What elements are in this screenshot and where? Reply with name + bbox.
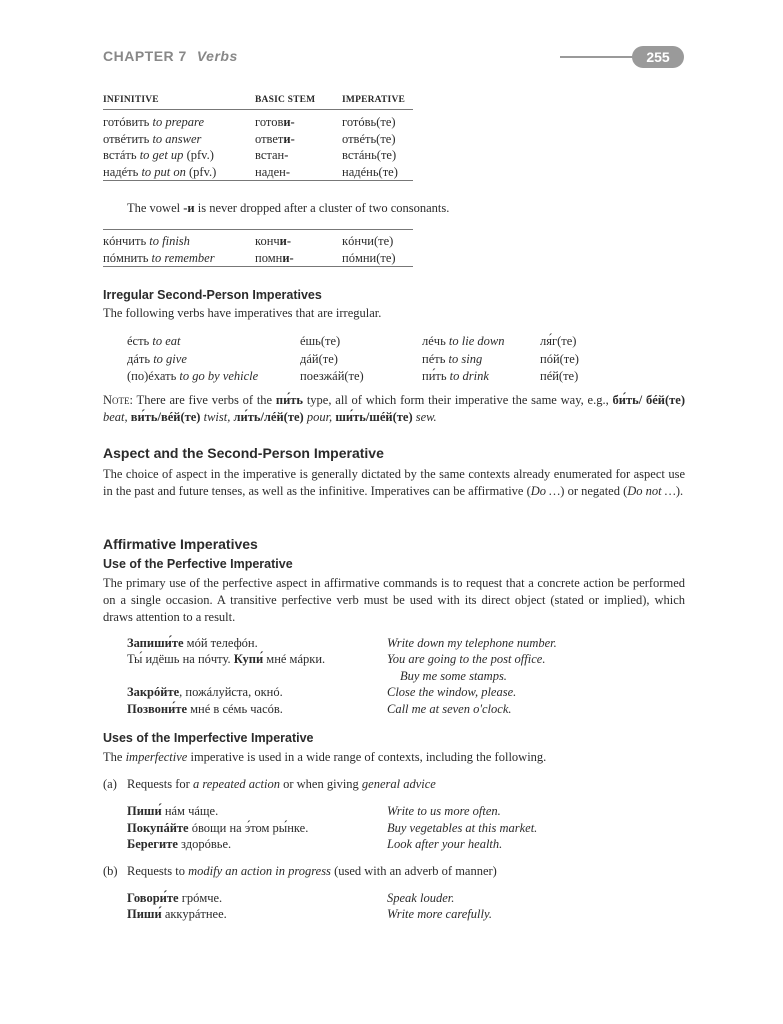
- list-item: лéчь to lie down: [422, 334, 505, 348]
- table-row: надéть to put on (pfv.) наден- надéнь(те): [103, 164, 413, 182]
- list-item: éсть to eat: [127, 334, 181, 348]
- example-ru: Ты́ идёшь на пóчту. Купи́ мнé мáрки.: [127, 652, 326, 666]
- irregular-intro: The following verbs have imperatives that are irregular.: [103, 306, 382, 320]
- table-header-row: [103, 95, 413, 110]
- irregular-heading: Irregular Second-Person Imperatives: [103, 288, 322, 302]
- irregular-imps-2: ля́г(те) пóй(те) пéй(те): [540, 334, 579, 383]
- example-en: Call me at seven o'clock.: [387, 702, 512, 716]
- col-header-stem: BASIC STEM: [255, 95, 316, 105]
- affirmative-heading: Affirmative Imperatives: [103, 536, 258, 552]
- example-en: Close the window, please.: [387, 685, 517, 699]
- table-row: отвéтить to answer ответи- отвéть(те): [103, 131, 396, 146]
- example-en: Speak louder.: [387, 891, 455, 905]
- table-row: пóмнить to remember помни- пóмни(те): [103, 250, 413, 268]
- example-ru: Говори́те грóмче.: [127, 891, 223, 905]
- example-en: Buy vegetables at this market.: [387, 821, 538, 835]
- col-header-infinitive: INFINITIVE: [103, 95, 159, 105]
- example-ru: Позвони́те мнé в сéмь часóв.: [127, 702, 283, 716]
- list-item: дáть to give: [127, 351, 187, 366]
- running-header: [103, 48, 238, 64]
- perfective-subheading: Use of the Perfective Imperative: [103, 557, 293, 571]
- aspect-heading: Aspect and the Second-Person Imperative: [103, 445, 384, 461]
- example-en: Look after your health.: [387, 837, 503, 851]
- list-item: пéть to sing: [422, 351, 483, 366]
- example-en: Write to us more often.: [387, 804, 501, 818]
- aspect-paragraph: The choice of aspect in the imperative is generally dictated by the same contexts already enumerated for aspect use in the past and future tenses, as well as the infinitive. Imperatives can be affirmative (Do …) or negated (Do not …).: [103, 467, 685, 498]
- example-en: Buy me some stamps.: [400, 669, 507, 683]
- list-label-a: (a): [103, 777, 117, 791]
- example-ru: Запиши́те мóй телефóн.: [127, 636, 258, 650]
- col-header-imperative: IMPERATIVE: [342, 95, 406, 105]
- table-row: встáть to get up (pfv.) встан- встáнь(те): [103, 148, 397, 162]
- irregular-list-1: [127, 333, 258, 386]
- page-number-badge: 255: [632, 46, 684, 68]
- example-ru: Берегите здорóвье.: [127, 837, 232, 851]
- irregular-note: Note: There are five verbs of the пи́ть type, all of which form their imperative the same way, e.g., би́ть/ бéй(те) beat, ви́ть/вéй(те) twist, ли́ть/лéй(те) pour, ши́ть/шéй(те) sew.: [103, 393, 685, 424]
- example-en: Write more carefully.: [387, 907, 492, 921]
- example-ru: Покупáйте óвощи на э́том ры́нке.: [127, 821, 309, 835]
- chapter-title: Verbs: [196, 48, 238, 64]
- header-rule: [560, 56, 640, 58]
- list-item-b: Requests to modify an action in progress (used with an adverb of manner): [127, 864, 497, 878]
- list-item: (по)éхать to go by vehicle: [127, 369, 259, 383]
- imperative-table-2: [103, 229, 413, 267]
- imperfective-subheading: Uses of the Imperfective Imperative: [103, 731, 314, 745]
- example-ru: Пиши́ нáм чáще.: [127, 804, 219, 818]
- table-row: кóнчить to finish кончи- кóнчи(те): [103, 234, 394, 248]
- imperative-table-1: [103, 95, 413, 181]
- perfective-paragraph: The primary use of the perfective aspect in affirmative commands is to request that a concrete action be performed on a single occasion. A transitive perfective verb must be used with its direct object (stated or implied), which draws attention to a result.: [103, 576, 685, 624]
- imperfective-intro: The imperfective imperative is used in a wide range of contexts, including the following.: [103, 750, 547, 764]
- example-ru: Закрóйте, пожáлуйста, окнó.: [127, 685, 283, 699]
- list-item-a: Requests for a repeated action or when giving general advice: [127, 777, 436, 791]
- chapter-label: CHAPTER 7: [103, 48, 187, 64]
- example-ru: Пиши́ аккурáтнее.: [127, 907, 227, 921]
- irregular-imps-1: éшь(те) дáй(те) поезжáй(те): [300, 334, 364, 383]
- list-label-b: (b): [103, 864, 118, 878]
- list-item: пи́ть to drink: [422, 369, 489, 383]
- vowel-note: The vowel -и is never dropped after a cluster of two consonants.: [127, 201, 450, 215]
- example-en: You are going to the post office.: [387, 652, 546, 666]
- irregular-list-2: [422, 333, 504, 386]
- example-en: Write down my telephone number.: [387, 636, 557, 650]
- table-row: готóвить to prepare готови- готóвь(те): [103, 115, 396, 129]
